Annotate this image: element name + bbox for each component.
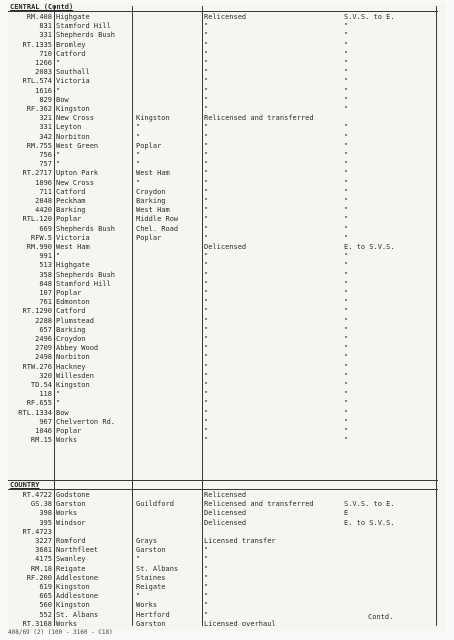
cell-route: Shepherds Bush [56,270,116,279]
cell-route: Garston [56,500,86,509]
cell-col4: " [204,49,209,58]
cell-code: 756 [39,151,52,159]
cell-route: Catford [56,49,86,58]
cell-route: Highgate [56,261,90,270]
cell-route: West Ham [56,243,90,251]
cell-code: 398 [39,509,52,518]
column-rule [202,6,203,626]
cell-route: Kingston [56,105,90,113]
cell-col5: " [344,206,349,215]
cell-col4: " [204,151,209,159]
cell-code: 2496 [35,335,52,343]
cell-col4: " [204,197,209,205]
cell-col3: Chel. Road [136,224,179,233]
cell-col4: " [204,335,209,343]
cell-code: 3681 [35,546,52,555]
cell-col4: " [204,610,209,619]
cell-col5: " [344,298,349,307]
cell-code: RT.4722 [22,491,52,499]
cell-col3: " [136,160,141,169]
cell-code: 118 [39,390,52,399]
cell-col4: " [204,408,209,417]
divider [8,489,438,490]
cell-col4: " [204,427,209,435]
cell-col4: " [204,40,209,49]
cell-col4: " [204,279,209,288]
cell-code: 107 [39,289,52,297]
cell-col5: " [344,427,349,435]
cell-col4: Relicensed [204,13,247,21]
cell-col4: " [204,573,209,582]
cell-route: Kingston [56,381,90,389]
cell-col5: E. to S.V.S. [344,243,395,251]
cell-route: Bromley [56,40,86,49]
cell-code: RFW.5 [30,233,52,242]
cell-code: 1266 [35,59,52,67]
cell-col5: " [344,86,349,95]
cell-route: Highgate [56,13,90,21]
cell-col3: St. Albans [136,564,179,573]
cell-col4: " [204,169,209,178]
cell-col4: " [204,417,209,426]
cell-route: Victoria [56,233,90,242]
cell-route: New Cross [56,114,94,123]
cell-col5: " [344,215,349,224]
cell-route: Works [56,509,78,518]
cell-col4: Delicensed [204,518,247,527]
cell-code: RTL.574 [22,77,52,86]
cell-route: Windsor [56,518,86,527]
cell-route: " [56,252,61,261]
cell-code: 711 [39,187,52,196]
cell-col3: Garston [136,619,166,628]
cell-col4: " [204,325,209,334]
cell-col4: " [204,298,209,307]
column-rule [436,6,437,626]
cell-col5: " [344,59,349,67]
cell-code: RM.408 [26,13,52,21]
cell-code: 831 [39,22,52,31]
cell-code: 321 [39,114,52,123]
cell-col4: " [204,592,209,601]
cell-col4: Licensed transfer [204,537,276,545]
cell-col4: " [204,123,209,132]
cell-col4: " [204,141,209,150]
cell-code: 331 [39,123,52,132]
cell-code: 513 [39,261,52,270]
cell-col5: " [344,197,349,205]
cell-col4: " [204,270,209,279]
cell-col4: " [204,215,209,224]
cell-col4: " [204,31,209,40]
cell-route: Barking [56,325,86,334]
cell-col5: " [344,261,349,270]
cell-col4: " [204,555,209,564]
cell-route: " [56,59,61,67]
cell-code: 757 [39,160,52,169]
cell-route: Swanley [56,555,86,564]
cell-code: 619 [39,583,52,591]
cell-col5: " [344,40,349,49]
cell-route: Willesden [56,371,94,380]
cell-route: Peckham [56,197,86,205]
cell-col3: West Ham [136,206,170,215]
cell-code: 1616 [35,86,52,95]
cell-col5: " [344,316,349,325]
cell-code: 761 [39,298,52,307]
cell-col5: E. to S.V.S. [344,518,395,527]
cell-col5: " [344,279,349,288]
cell-col4: Licensed overhaul [204,619,276,628]
cell-col3: West Ham [136,169,170,178]
cell-col3: " [136,555,141,564]
cell-route: Edmonton [56,298,90,307]
cell-col5: " [344,187,349,196]
cell-col3: Kingston [136,114,170,123]
cell-col4: " [204,390,209,399]
cell-col4: " [204,68,209,77]
cell-col5: " [344,390,349,399]
cell-col5: " [344,353,349,362]
cell-col3: " [136,123,141,132]
cell-col4: Delicensed [204,243,247,251]
central-heading: CENTRAL (Contd) [10,3,74,11]
cell-col5: " [344,49,349,58]
cell-col4: " [204,289,209,297]
cell-route: Plumstead [56,316,94,325]
cell-col3: Hertford [136,610,170,619]
cell-code: 710 [39,49,52,58]
document-page [8,3,446,636]
cell-col4: " [204,564,209,573]
cell-route: Abbey Wood [56,344,99,353]
cell-col5: " [344,31,349,40]
cell-col5: " [344,436,349,445]
cell-col4: " [204,371,209,380]
cell-col4: " [204,353,209,362]
cell-col5: " [344,307,349,316]
cell-code: RF.362 [26,105,52,113]
cell-col5: " [344,178,349,187]
cell-col5: " [344,408,349,417]
cell-col4: Relicensed and transferred [204,114,314,123]
cell-col5: " [344,132,349,141]
cell-col5: " [344,417,349,426]
cell-col3: " [136,592,141,601]
cell-code: 829 [39,95,52,104]
cell-col3: Reigate [136,583,166,591]
cell-route: Stamford Hill [56,22,111,31]
cell-route: " [56,86,61,95]
cell-route: Croydon [56,335,86,343]
cell-route: Catford [56,307,86,316]
column-rule [132,6,133,626]
cell-code: RM.18 [30,564,52,573]
cell-code: RTL.1334 [18,408,52,417]
cell-col5: E [344,509,349,518]
cell-route: " [56,151,61,159]
cell-col5: " [344,105,349,113]
cell-code: GS.38 [30,500,52,509]
cell-col5: " [344,344,349,353]
cell-code: 2498 [35,353,52,362]
cell-code: 2709 [35,344,52,353]
cell-code: 2848 [35,197,52,205]
cell-col5: " [344,289,349,297]
cell-route: Bow [56,95,69,104]
cell-route: Upton Park [56,169,99,178]
cell-col5: " [344,270,349,279]
print-reference: 408/69 (2) (100 - 3160 - C18) [8,629,113,636]
cell-col3: " [136,178,141,187]
continued-note: Contd. [368,613,394,621]
cell-col5: " [344,224,349,233]
cell-col5: " [344,141,349,150]
column-rule [54,6,55,626]
cell-route: New Cross [56,178,94,187]
cell-col4: " [204,436,209,445]
cell-col4: " [204,399,209,408]
cell-code: 552 [39,610,52,619]
cell-route: Northfleet [56,546,99,555]
cell-col4: " [204,261,209,270]
cell-route: Leyton [56,123,82,132]
cell-col4: " [204,233,209,242]
cell-col3: " [136,132,141,141]
cell-route: Romford [56,537,86,545]
cell-col3: Barking [136,197,166,205]
cell-code: 669 [39,224,52,233]
cell-col5: " [344,233,349,242]
cell-col4: " [204,206,209,215]
divider [8,480,438,481]
cell-route: Hackney [56,362,86,371]
cell-code: 665 [39,592,52,601]
cell-route: Poplar [56,427,82,435]
cell-route: Shepherds Bush [56,224,116,233]
cell-code: 991 [39,252,52,261]
cell-col3: Guildford [136,500,174,509]
cell-col4: " [204,601,209,610]
cell-code: 967 [39,417,52,426]
cell-col5: " [344,77,349,86]
cell-code: RM.990 [26,243,52,251]
cell-route: Catford [56,187,86,196]
cell-col3: Middle Row [136,215,179,224]
cell-route: " [56,390,61,399]
cell-route: Chelverton Rd. [56,417,116,426]
cell-col5: " [344,381,349,389]
cell-route: Addlestone [56,592,99,601]
divider [8,11,438,12]
cell-code: RTW.276 [22,362,52,371]
cell-col4: " [204,381,209,389]
cell-code: 342 [39,132,52,141]
cell-route: Kingston [56,601,90,610]
cell-route: Southall [56,68,90,77]
cell-col4: Relicensed and transferred [204,500,314,509]
cell-col4: " [204,583,209,591]
cell-code: RM.755 [26,141,52,150]
cell-code: 4175 [35,555,52,564]
cell-col4: " [204,77,209,86]
country-heading: COUNTRY [10,481,40,489]
cell-route: Kingston [56,583,90,591]
cell-col5: " [344,123,349,132]
cell-code: RT.1290 [22,307,52,316]
cell-col4: " [204,160,209,169]
cell-route: Reigate [56,564,86,573]
cell-col4: Relicensed [204,491,247,499]
cell-code: 2288 [35,316,52,325]
cell-route: Addlestone [56,573,99,582]
cell-code: 395 [39,518,52,527]
cell-route: Bow [56,408,69,417]
cell-route: Shepherds Bush [56,31,116,40]
cell-col5: " [344,22,349,31]
cell-code: 848 [39,279,52,288]
cell-route: St. Albans [56,610,99,619]
cell-col4: " [204,22,209,31]
cell-col5: " [344,169,349,178]
cell-col4: " [204,95,209,104]
cell-code: 1896 [35,178,52,187]
cell-code: 560 [39,601,52,610]
cell-code: RF.655 [26,399,52,408]
cell-col4: " [204,105,209,113]
cell-route: Poplar [56,215,82,224]
cell-col3: Poplar [136,233,162,242]
cell-code: RT.2717 [22,169,52,178]
cell-col4: " [204,224,209,233]
cell-code: 358 [39,270,52,279]
cell-code: 331 [39,31,52,40]
cell-col3: Garston [136,546,166,555]
cell-route: " [56,160,61,169]
cell-col4: " [204,307,209,316]
cell-col5: " [344,160,349,169]
cell-col5: S.V.S. to E. [344,13,395,21]
cell-col5: " [344,371,349,380]
cell-col5: " [344,151,349,159]
cell-code: 657 [39,325,52,334]
cell-col5: " [344,95,349,104]
cell-col4: " [204,344,209,353]
cell-col5: " [344,68,349,77]
cell-code: RT.1335 [22,40,52,49]
cell-col5: " [344,252,349,261]
cell-route: West Green [56,141,99,150]
cell-col4: " [204,178,209,187]
cell-code: 2083 [35,68,52,77]
cell-code: RT.4723 [22,527,52,536]
cell-col3: " [136,151,141,159]
cell-col4: Delicensed [204,509,247,518]
cell-route: Norbiton [56,353,90,362]
cell-route: Barking [56,206,86,215]
cell-code: RTL.120 [22,215,52,224]
cell-col3: Poplar [136,141,162,150]
cell-route: Poplar [56,289,82,297]
cell-route: Stamford Hill [56,279,111,288]
cell-col5: " [344,325,349,334]
cell-code: RF.200 [26,573,52,582]
cell-col4: " [204,316,209,325]
cell-col4: " [204,252,209,261]
cell-col4: " [204,546,209,555]
cell-col3: Croydon [136,187,166,196]
cell-code: 1046 [35,427,52,435]
cell-route: Godstone [56,491,90,499]
cell-route: Works [56,619,78,628]
cell-col4: " [204,59,209,67]
cell-col4: " [204,86,209,95]
cell-code: 3227 [35,537,52,545]
cell-route: Victoria [56,77,90,86]
cell-code: RT.3168 [22,619,52,628]
cell-col4: " [204,362,209,371]
cell-code: 4420 [35,206,52,215]
cell-route: Works [56,436,78,445]
cell-code: RM.15 [30,436,52,445]
cell-col5: " [344,362,349,371]
cell-col3: Grays [136,537,158,545]
cell-col5: " [344,399,349,408]
cell-route: " [56,399,61,408]
cell-col4: " [204,132,209,141]
cell-col4: " [204,187,209,196]
cell-col3: Staines [136,573,166,582]
cell-col5: " [344,335,349,343]
cell-col5: S.V.S. to E. [344,500,395,509]
cell-route: Norbiton [56,132,90,141]
cell-col3: Works [136,601,158,610]
cell-code: 320 [39,371,52,380]
cell-code: TD.54 [30,381,52,389]
